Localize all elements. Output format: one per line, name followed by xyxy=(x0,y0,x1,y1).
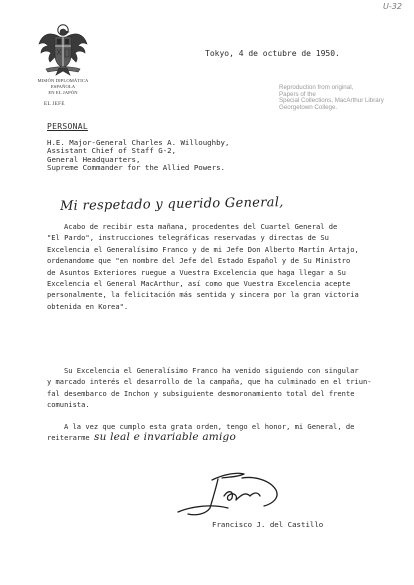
closing-typed: reiterarme xyxy=(47,433,90,443)
addressee-line: General Headquarters, xyxy=(47,154,141,164)
body-paragraph-2 xyxy=(47,365,392,411)
spanish-eagle-seal-icon xyxy=(36,22,90,78)
addressee-line: Assistant Chief of Staff G-2, xyxy=(47,146,177,156)
body-line: comunista. xyxy=(47,400,90,410)
personal-label: PERSONAL xyxy=(47,122,88,131)
addressee-line: H.E. Major-General Charles A. Willoughby, xyxy=(47,138,230,147)
body-paragraph-1 xyxy=(47,221,392,312)
body-line: Su Excelencia el Generalísimo Franco ha venido siguiendo con singular xyxy=(64,366,359,375)
body-line: fal desembarco de Inchon y subsiguiente desmoronamiento total del frente xyxy=(47,388,355,398)
handwritten-salutation: Mi respetado y querido General, xyxy=(59,195,284,214)
body-line: Excelencia el General MacArthur, así como que Vuestra Excelencia acepte xyxy=(47,279,351,289)
body-line: Excelencia el Generalísimo Franco y de mi Jefe Don Alberto Martín Artajo, xyxy=(47,244,359,254)
addressee-line: Supreme Commander for the Allied Powers. xyxy=(47,163,225,173)
reproduction-stamp xyxy=(279,85,397,111)
handwritten-closing: su leal e invariable amigo xyxy=(94,431,236,444)
mission-line: MISIÓN DIPLOMÁTICA ESPAÑOLA xyxy=(37,78,89,90)
mission-line: EN EL JAPÓN xyxy=(48,90,78,96)
signature-icon xyxy=(172,468,296,518)
stamp-line: Georgetown College. xyxy=(279,103,338,111)
closing-line xyxy=(47,432,392,443)
body-line: y marcado interés el desarrollo de la campaña, que ha culminado en el triun- xyxy=(47,377,372,387)
body-line: "El Pardo", instrucciones telegráficas reservadas y directas de Su xyxy=(47,233,329,243)
body-line: personalmente, la felicitación más sentida y sincera por la gran victoria xyxy=(47,290,359,300)
stamp-line: Reproduction from original, xyxy=(279,84,354,91)
body-line: obtenida en Korea". xyxy=(47,301,129,311)
stamp-line: Special Collections, MacArthur Library xyxy=(279,97,384,105)
body-line: A la vez que cumplo esta grata orden, tengo el honor, mi General, de xyxy=(64,422,355,431)
body-paragraph-3 xyxy=(47,421,392,444)
body-line: ordenandome que "en nombre del Jefe del Estado Español y de Su Ministro xyxy=(47,256,351,266)
archive-corner-note: U-32 xyxy=(383,2,402,11)
signer-name: Francisco J. del Castillo xyxy=(212,520,324,529)
letter-date: Tokyo, 4 de octubre de 1950. xyxy=(205,49,340,58)
letterhead-title: EL JEFE xyxy=(44,102,65,107)
mission-letterhead xyxy=(26,78,100,97)
body-line: de Asuntos Exteriores ruegue a Vuestra Excelencia que haga llegar a Su xyxy=(47,267,346,277)
addressee-block xyxy=(47,139,229,173)
stamp-line: Papers of the xyxy=(279,90,316,98)
body-line: Acabo de recibir esta mañana, procedentes del Cuartel General de xyxy=(64,222,338,231)
